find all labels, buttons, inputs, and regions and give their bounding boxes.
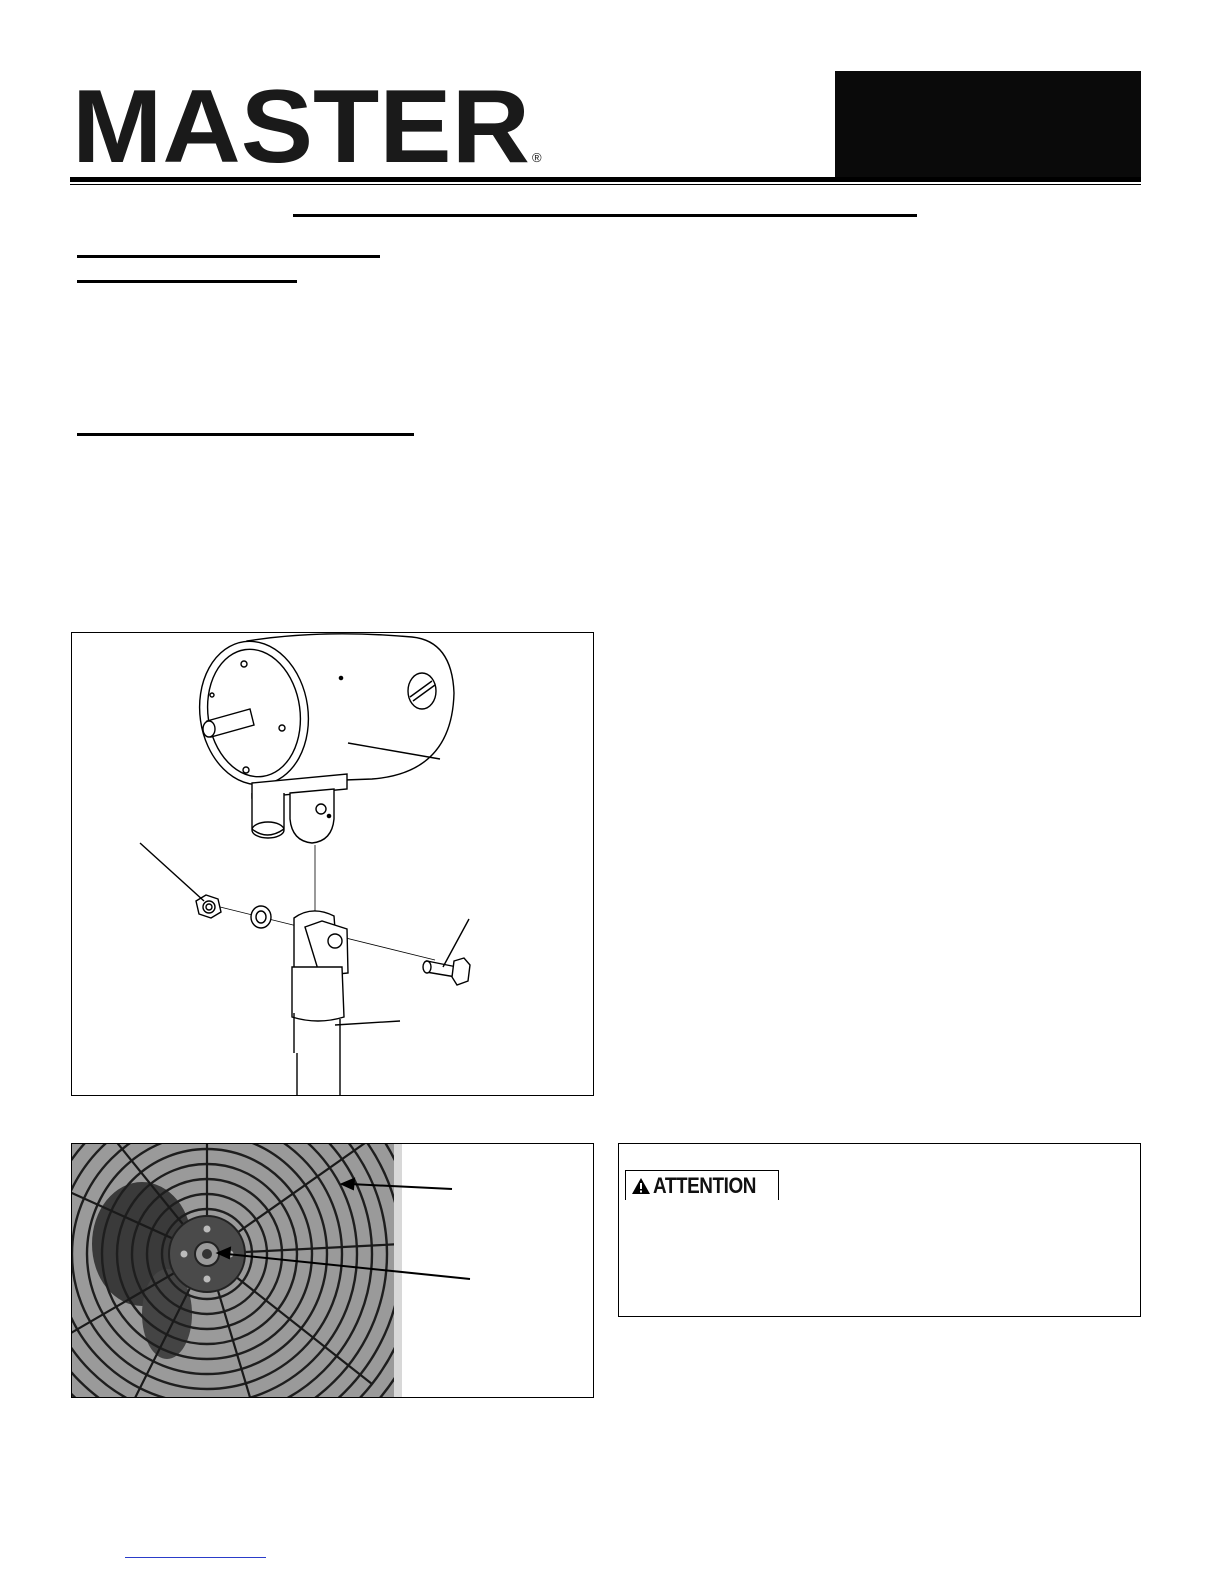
subheading-rule-2 [77,280,297,283]
attention-notice [618,1143,1141,1317]
attention-label-text: ATTENTION [653,1172,756,1198]
fan-guard-photo [72,1144,593,1397]
header-rule-thin [70,184,1141,185]
brand-logo [70,80,550,170]
fan-guard-figure [71,1143,594,1398]
brand-logo-text: MASTER [72,80,530,170]
motor-mounting-drawing [72,633,593,1095]
section-title-rule [293,214,917,217]
header-rule [70,177,1141,182]
subheading-rule-1 [77,255,380,258]
footer-link-underline[interactable] [125,1557,266,1558]
warning-triangle-icon [631,1177,651,1195]
subheading-rule-3 [77,433,414,436]
attention-label [625,1170,779,1200]
registered-mark: ® [532,150,542,165]
motor-mounting-figure [71,632,594,1096]
header-black-panel [835,71,1141,177]
